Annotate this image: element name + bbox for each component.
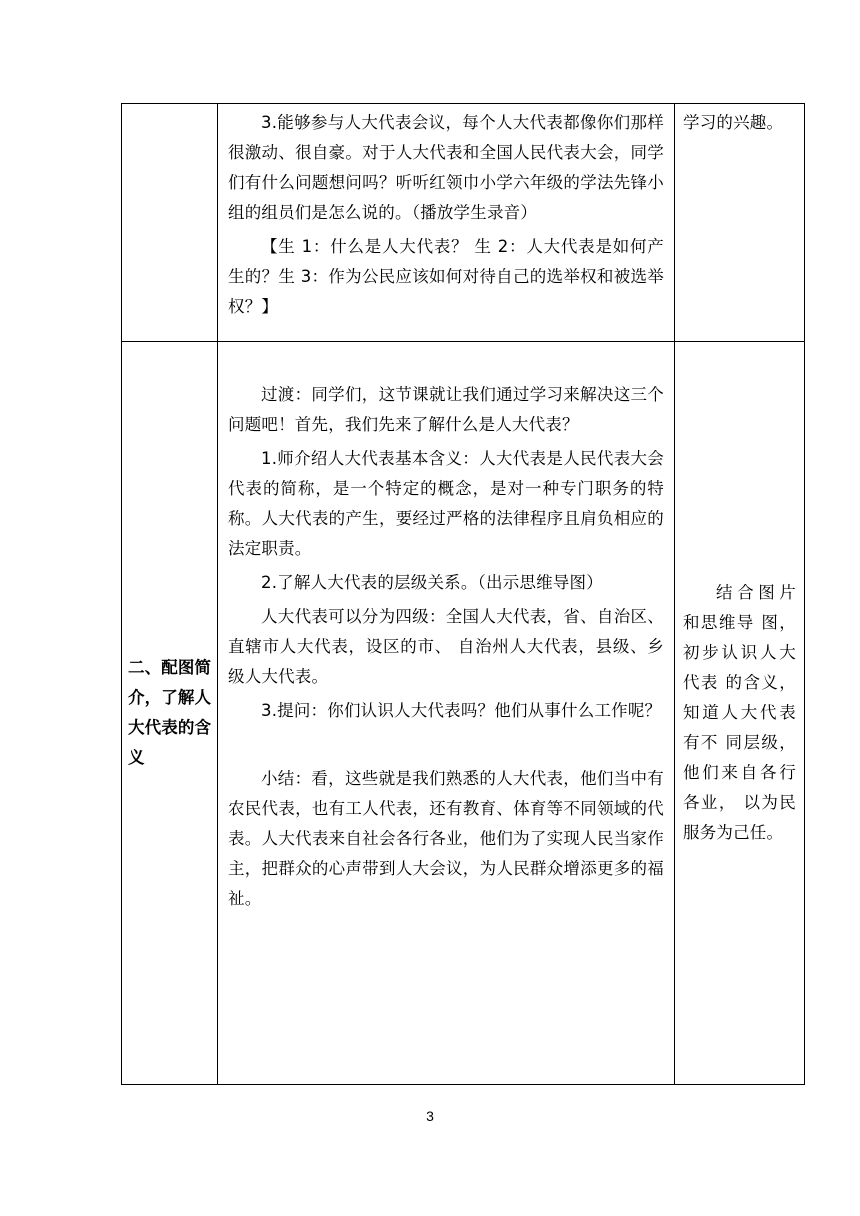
paragraph: 结合图片和思维导 图，初步认识人大代表 的含义，知道人大代表有不 同层级，他们来自各行各业， 以为民服务为己任。 bbox=[683, 583, 796, 842]
content-cell bbox=[218, 342, 675, 1085]
table-row bbox=[122, 104, 805, 342]
spacer bbox=[228, 726, 664, 764]
paragraph: 【生 1：什么是人大代表？ 生 2：人大代表是如何产生的？生 3：作为公民应该如何对待自己的选举权和被选举权？】 bbox=[228, 237, 664, 316]
lesson-plan-table bbox=[121, 103, 805, 1085]
page-number: 3 bbox=[426, 1108, 434, 1124]
paragraph: 2.了解人大代表的层级关系。（出示思维导图） bbox=[261, 573, 603, 592]
intent-cell bbox=[675, 342, 805, 1085]
paragraph: 小结：看，这些就是我们熟悉的人大代表，他们当中有农民代表，也有工人代表，还有教育、体育等不同领域的代表。人大代表来自社会各行各业，他们为了实现人民当家作主，把群众的心声带到人大会议，为人民群众增添更多的福祉。 bbox=[228, 769, 664, 908]
intent-cell bbox=[675, 104, 805, 342]
table-row bbox=[122, 342, 805, 1085]
paragraph: 过渡：同学们，这节课就让我们通过学习来解决这三个问题吧！首先，我们先来了解什么是人大代表？ bbox=[228, 385, 664, 434]
content-cell bbox=[218, 104, 675, 342]
paragraph: 3.能够参与人大代表会议，每个人大代表都像你们那样很激动、很自豪。对于人大代表和全国人民代表大会，同学们有什么问题想问吗？听听红领巾小学六年级的学法先锋小组的组员们是怎么说的。（播放学生录音） bbox=[228, 113, 664, 222]
paragraph: 人大代表可以分为四级：全国人大代表，省、自治区、直辖市人大代表，设区的市、 自治州人大代表，县级、乡级人大代表。 bbox=[228, 607, 664, 686]
paragraph: 3.提问：你们认识人大代表吗？他们从事什么工作呢？ bbox=[261, 701, 662, 720]
section-cell bbox=[122, 104, 218, 342]
paragraph: 学习的兴趣。 bbox=[683, 113, 784, 132]
paragraph: 1.师介绍人大代表基本含义：人大代表是人民代表大会代表的简称，是一个特定的概念，是对一种专门职务的特称。人大代表的产生，要经过严格的法律程序且肩负相应的法定职责。 bbox=[228, 449, 664, 558]
section-title: 二、配图简介，了解人大代表的含义 bbox=[122, 342, 218, 1085]
